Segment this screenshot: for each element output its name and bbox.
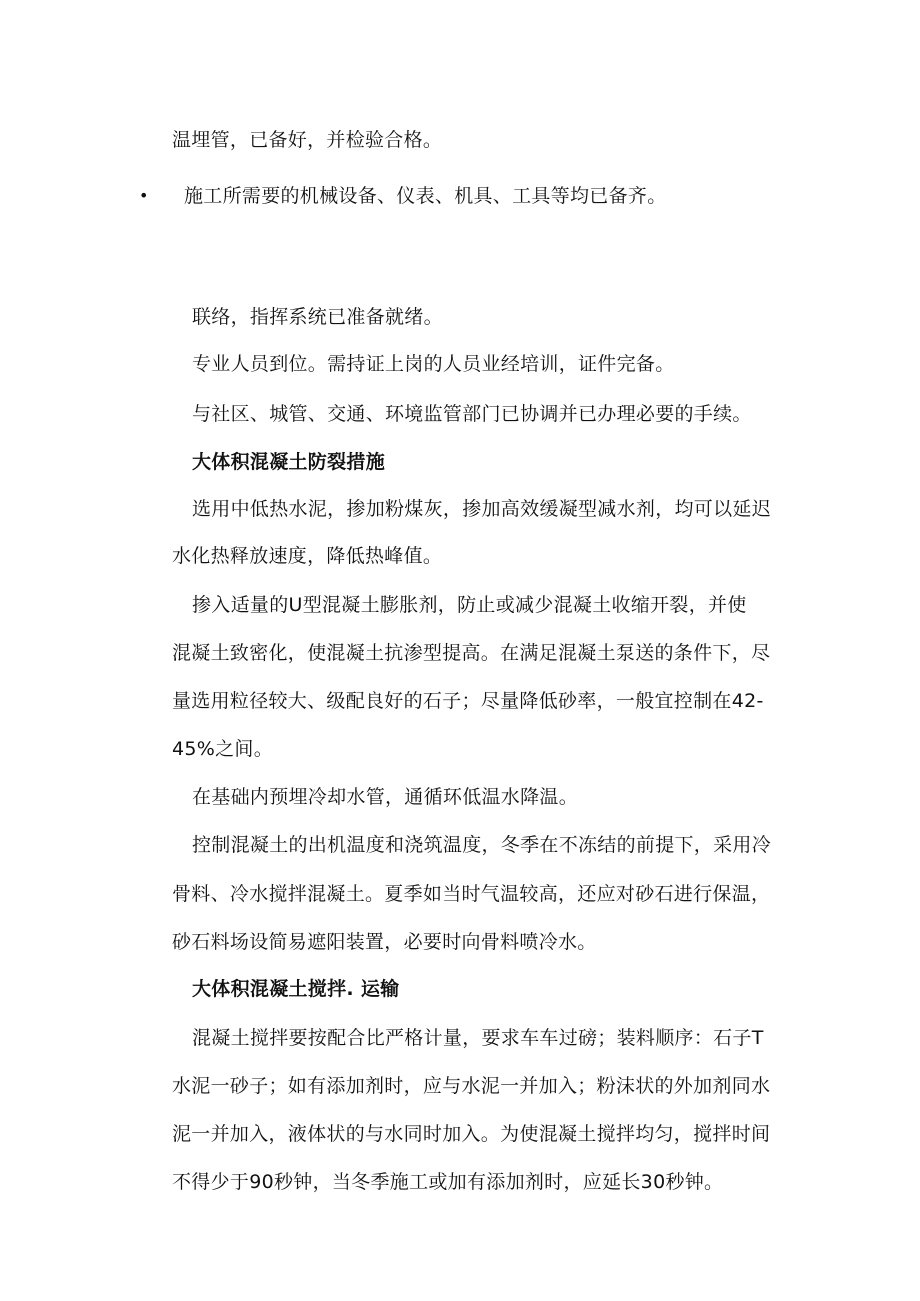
paragraph-line: 量选用粒径较大、级配良好的石子；尽量降低砂率，一般宜控制在42- (172, 690, 764, 712)
paragraph-line: 45%之间。 (172, 738, 274, 760)
text-line: 专业人员到位。需持证上岗的人员业经培训，证件完备。 (192, 353, 675, 375)
paragraph-line: 混凝土致密化，使混凝土抗渗型提高。在满足混凝土泵送的条件下，尽 (172, 642, 771, 664)
paragraph-line: 水泥一砂子；如有添加剂时，应与水泥一并加入；粉沫状的外加剂同水 (172, 1075, 771, 1097)
text-line: 与社区、城管、交通、环境监管部门已协调并已办理必要的手续。 (192, 403, 752, 425)
paragraph-line: 骨料、冷水搅拌混凝土。夏季如当时气温较高，还应对砂石进行保温， (172, 883, 771, 905)
paragraph-line: 掺入适量的U型混凝土膨胀剂，防止或减少混凝土收缩开裂，并使 (192, 594, 747, 616)
paragraph-line: 水化热释放速度，降低热峰值。 (172, 545, 443, 567)
paragraph-line: 选用中低热水泥，掺加粉煤灰，掺加高效缓凝型减水剂，均可以延迟 (192, 498, 772, 520)
text-line: 温埋管，已备好，并检验合格。 (172, 129, 443, 151)
text-line: 联络，指挥系统已准备就绪。 (192, 306, 443, 328)
paragraph-line: 砂石料场设简易遮阳装置，必要时向骨料喷冷水。 (172, 931, 597, 953)
paragraph-line: 不得少于90秒钟，当冬季施工或加有添加剂时，应延长30秒钟。 (172, 1171, 724, 1193)
section-heading: 大体积混凝土搅拌. 运输 (192, 978, 400, 1000)
paragraph-line: 泥一并加入，液体状的与水同时加入。为使混凝土搅拌均匀，搅拌时间 (172, 1123, 771, 1145)
paragraph-line: 混凝土搅拌要按配合比严格计量，要求车车过磅；装料顺序：石子T (192, 1027, 764, 1049)
bullet-icon: • (139, 186, 149, 205)
paragraph-line: 在基础内预埋冷却水管，通循环低温水降温。 (192, 786, 579, 808)
section-heading: 大体积混凝土防裂措施 (192, 451, 386, 473)
paragraph-line: 控制混凝土的出机温度和浇筑温度，冬季在不冻结的前提下，采用冷 (192, 834, 772, 856)
bullet-item-text: 施工所需要的机械设备、仪表、机具、工具等均已备齐。 (184, 185, 667, 207)
